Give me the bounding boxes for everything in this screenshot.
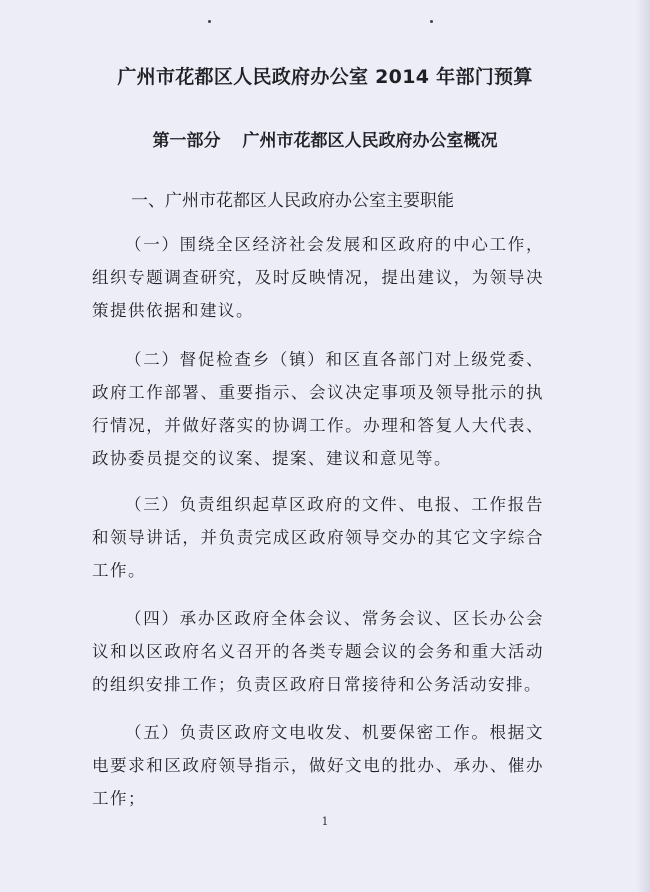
part-heading <box>0 126 650 156</box>
paragraph-duty-3: （三）负责组织起草区政府的文件、电报、工作报告和领导讲话，并负责完成区政府领导交办的其它文字综合工作。 <box>92 495 544 580</box>
part-label: 第一部分 <box>152 131 221 151</box>
scan-edge-shadow <box>636 0 650 892</box>
paragraph-duty-5: （五）负责区政府文电收发、机要保密工作。根据文电要求和区政府领导指示，做好文电的批办、承办、催办工作； <box>92 723 544 808</box>
scan-speck <box>430 20 433 23</box>
page-number: 1 <box>321 815 329 828</box>
paragraph-duty-4: （四）承办区政府全体会议、常务会议、区长办公会议和以区政府名义召开的各类专题会议的会务和重大活动的组织安排工作；负责区政府日常接待和公务活动安排。 <box>92 609 544 694</box>
document-title: 广州市花都区人民政府办公室 2014 年部门预算 <box>117 66 533 88</box>
section-heading: 一、广州市花都区人民政府办公室主要职能 <box>131 191 454 211</box>
paragraph-duty-2: （二）督促检查乡（镇）和区直各部门对上级党委、政府工作部署、重要指示、会议决定事项及领导批示的执行情况，并做好落实的协调工作。办理和答复人大代表、政协委员提交的议案、提案、建议和意见等。 <box>92 350 544 468</box>
part-name: 广州市花都区人民政府办公室概况 <box>242 131 498 151</box>
paragraph-duty-1: （一）围绕全区经济社会发展和区政府的中心工作，组织专题调查研究，及时反映情况，提出建议，为领导决策提供依据和建议。 <box>92 235 544 320</box>
scan-speck <box>208 20 211 23</box>
